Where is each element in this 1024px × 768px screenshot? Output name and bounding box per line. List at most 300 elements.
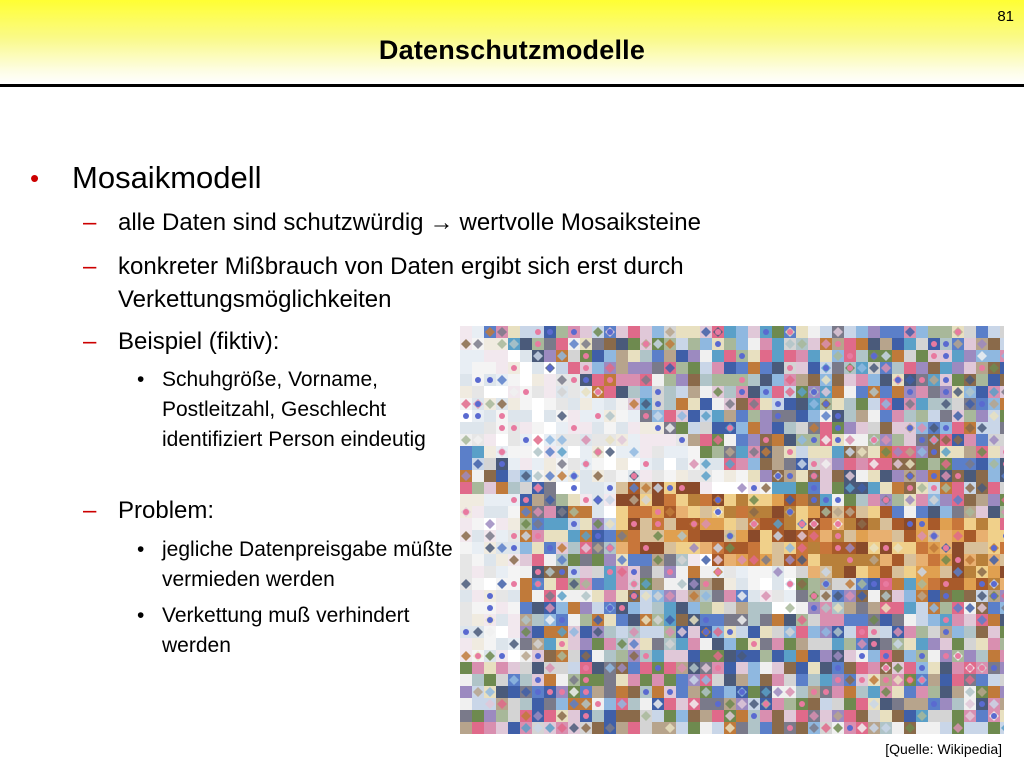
mosaic-flower	[571, 521, 577, 527]
mosaic-tile	[700, 506, 712, 518]
mosaic-tile	[904, 686, 916, 698]
mosaic-tile	[928, 710, 940, 722]
mosaic-tile	[604, 626, 616, 638]
mosaic-tile	[1000, 626, 1004, 638]
mosaic-tile	[520, 662, 532, 674]
mosaic-tile	[880, 470, 892, 482]
mosaic-flower	[955, 557, 961, 563]
mosaic-tile	[760, 398, 772, 410]
point-text: Beispiel (fiktiv):	[118, 328, 280, 355]
mosaic-tile	[892, 362, 904, 374]
mosaic-tile	[664, 458, 676, 470]
mosaic-tile	[592, 506, 604, 518]
mosaic-flower	[811, 593, 817, 599]
mosaic-flower	[499, 425, 505, 431]
mosaic-tile	[724, 482, 736, 494]
mosaic-flower	[631, 473, 637, 479]
mosaic-tile	[616, 362, 628, 374]
mosaic-tile	[592, 422, 604, 434]
mosaic-tile	[628, 710, 640, 722]
mosaic-tile	[916, 614, 928, 626]
point-text-b: wertvolle Mosaiksteine	[459, 209, 701, 236]
mosaic-tile	[640, 674, 652, 686]
mosaic-tile	[628, 542, 640, 554]
mosaic-flower	[787, 581, 793, 587]
mosaic-tile	[724, 434, 736, 446]
mosaic-flower	[595, 389, 601, 395]
mosaic-tile	[880, 698, 892, 710]
mosaic-flower	[931, 353, 937, 359]
mosaic-flower	[571, 425, 577, 431]
mosaic-tile	[484, 422, 496, 434]
mosaic-tile	[904, 362, 916, 374]
mosaic-tile	[676, 506, 688, 518]
mosaic-flower	[787, 365, 793, 371]
mosaic-flower	[559, 617, 565, 623]
mosaic-tile	[592, 458, 604, 470]
mosaic-tile	[940, 566, 952, 578]
mosaic-tile	[532, 614, 544, 626]
mosaic-flower	[499, 449, 505, 455]
mosaic-tile	[904, 590, 916, 602]
mosaic-tile	[880, 530, 892, 542]
mosaic-flower	[631, 569, 637, 575]
mosaic-flower	[667, 689, 673, 695]
subpoint-datenpreisgabe	[137, 535, 457, 595]
mosaic-tile	[460, 710, 472, 722]
mosaic-tile	[844, 686, 856, 698]
mosaic-tile	[748, 350, 760, 362]
mosaic-tile	[736, 638, 748, 650]
mosaic-tile	[748, 542, 760, 554]
mosaic-tile	[520, 422, 532, 434]
mosaic-tile	[640, 470, 652, 482]
mosaic-tile	[616, 590, 628, 602]
mosaic-flower	[463, 509, 469, 515]
mosaic-flower	[571, 485, 577, 491]
mosaic-flower	[583, 377, 589, 383]
mosaic-tile	[820, 698, 832, 710]
mosaic-tile	[916, 410, 928, 422]
mosaic-flower	[931, 533, 937, 539]
mosaic-tile	[880, 506, 892, 518]
mosaic-tile	[460, 602, 472, 614]
dash-icon: –	[83, 497, 97, 524]
mosaic-tile	[988, 638, 1000, 650]
mosaic-tile	[592, 398, 604, 410]
mosaic-flower	[523, 437, 529, 443]
mosaic-tile	[628, 326, 640, 338]
mosaic-tile	[520, 398, 532, 410]
mosaic-tile	[592, 350, 604, 362]
mosaic-tile	[724, 350, 736, 362]
mosaic-tile	[472, 518, 484, 530]
mosaic-tile	[652, 374, 664, 386]
mosaic-flower	[583, 665, 589, 671]
mosaic-tile	[664, 530, 676, 542]
mosaic-tile	[472, 638, 484, 650]
mosaic-tile	[760, 518, 772, 530]
mosaic-tile	[604, 422, 616, 434]
mosaic-tile	[892, 614, 904, 626]
mosaic-tile	[760, 602, 772, 614]
mosaic-flower	[691, 521, 697, 527]
mosaic-tile	[724, 590, 736, 602]
mosaic-flower	[871, 353, 877, 359]
mosaic-tile	[760, 566, 772, 578]
mosaic-tile	[904, 542, 916, 554]
mosaic-tile	[616, 614, 628, 626]
mosaic-tile	[736, 578, 748, 590]
mosaic-tile	[796, 590, 808, 602]
mosaic-tile	[1000, 518, 1004, 530]
mosaic-tile	[940, 662, 952, 674]
mosaic-tile	[844, 410, 856, 422]
mosaic-tile	[640, 530, 652, 542]
mosaic-tile	[640, 698, 652, 710]
mosaic-tile	[892, 722, 904, 734]
mosaic-tile	[472, 590, 484, 602]
mosaic-flower	[643, 341, 649, 347]
mosaic-tile	[928, 458, 940, 470]
mosaic-tile	[496, 662, 508, 674]
mosaic-tile	[496, 362, 508, 374]
mosaic-tile	[796, 482, 808, 494]
mosaic-tile	[1000, 566, 1004, 578]
point-text: Problem:	[118, 497, 215, 524]
mosaic-tile	[808, 662, 820, 674]
mosaic-tile	[868, 326, 880, 338]
mosaic-tile	[916, 602, 928, 614]
mosaic-tile	[976, 506, 988, 518]
mosaic-tile	[868, 398, 880, 410]
mosaic-tile	[940, 698, 952, 710]
mosaic-tile	[664, 578, 676, 590]
mosaic-tile	[772, 506, 784, 518]
mosaic-tile	[580, 326, 592, 338]
mosaic-tile	[832, 578, 844, 590]
mosaic-flower	[535, 569, 541, 575]
mosaic-tile	[988, 374, 1000, 386]
mosaic-tile	[856, 494, 868, 506]
mosaic-flower	[751, 713, 757, 719]
mosaic-tile	[556, 530, 568, 542]
mosaic-flower	[535, 341, 541, 347]
mosaic-flower	[943, 425, 949, 431]
mosaic-flower	[463, 413, 469, 419]
mosaic-tile	[724, 686, 736, 698]
mosaic-tile	[676, 602, 688, 614]
mosaic-tile	[616, 710, 628, 722]
mosaic-tile	[496, 626, 508, 638]
mosaic-tile	[772, 422, 784, 434]
mosaic-tile	[736, 398, 748, 410]
mosaic-tile	[712, 578, 724, 590]
mosaic-tile	[568, 530, 580, 542]
mosaic-tile	[952, 590, 964, 602]
mosaic-tile	[496, 350, 508, 362]
mosaic-tile	[460, 386, 472, 398]
mosaic-flower	[535, 485, 541, 491]
mosaic-tile	[712, 590, 724, 602]
mosaic-tile	[556, 398, 568, 410]
mosaic-tile	[844, 518, 856, 530]
mosaic-tile	[748, 614, 760, 626]
mosaic-tile	[580, 638, 592, 650]
mosaic-tile	[592, 554, 604, 566]
mosaic-flower	[571, 569, 577, 575]
mosaic-tile	[724, 410, 736, 422]
mosaic-flower	[835, 521, 841, 527]
mosaic-tile	[808, 626, 820, 638]
mosaic-tile	[928, 662, 940, 674]
mosaic-tile	[976, 542, 988, 554]
mosaic-flower	[991, 581, 997, 587]
mosaic-flower	[787, 509, 793, 515]
mosaic-tile	[988, 422, 1000, 434]
mosaic-tile	[832, 698, 844, 710]
mosaic-tile	[508, 602, 520, 614]
mosaic-tile	[772, 578, 784, 590]
mosaic-tile	[484, 434, 496, 446]
mosaic-tile	[892, 398, 904, 410]
mosaic-tile	[796, 626, 808, 638]
bullet-dot-icon: •	[137, 538, 145, 561]
mosaic-tile	[988, 350, 1000, 362]
mosaic-tile	[928, 410, 940, 422]
mosaic-tile	[856, 602, 868, 614]
mosaic-tile	[784, 482, 796, 494]
mosaic-tile	[796, 650, 808, 662]
mosaic-tile	[796, 602, 808, 614]
mosaic-flower	[739, 353, 745, 359]
mosaic-tile	[712, 410, 724, 422]
mosaic-tile	[952, 710, 964, 722]
mosaic-tile	[544, 674, 556, 686]
mosaic-flower	[607, 605, 613, 611]
mosaic-flower	[955, 653, 961, 659]
mosaic-tile	[748, 410, 760, 422]
mosaic-tile	[508, 446, 520, 458]
mosaic-flower	[499, 653, 505, 659]
mosaic-flower	[547, 365, 553, 371]
mosaic-tile	[844, 422, 856, 434]
mosaic-tile	[760, 338, 772, 350]
mosaic-tile	[484, 674, 496, 686]
mosaic-tile	[568, 362, 580, 374]
mosaic-tile	[700, 638, 712, 650]
mosaic-tile	[892, 422, 904, 434]
mosaic-flower	[811, 473, 817, 479]
mosaic-tile	[892, 326, 904, 338]
mosaic-flower	[931, 449, 937, 455]
mosaic-tile	[604, 506, 616, 518]
mosaic-tile	[736, 662, 748, 674]
mosaic-tile	[988, 650, 1000, 662]
mosaic-tile	[856, 506, 868, 518]
mosaic-tile	[808, 638, 820, 650]
mosaic-tile	[628, 458, 640, 470]
mosaic-tile	[916, 686, 928, 698]
mosaic-tile	[640, 554, 652, 566]
mosaic-tile	[796, 446, 808, 458]
mosaic-tile	[796, 410, 808, 422]
mosaic-tile	[832, 386, 844, 398]
mosaic-flower	[823, 401, 829, 407]
mosaic-tile	[1000, 338, 1004, 350]
mosaic-tile	[628, 350, 640, 362]
mosaic-tile	[580, 410, 592, 422]
mosaic-flower	[955, 329, 961, 335]
mosaic-tile	[676, 470, 688, 482]
mosaic-flower	[883, 545, 889, 551]
mosaic-tile	[676, 350, 688, 362]
mosaic-flower	[715, 329, 721, 335]
mosaic-tile	[712, 530, 724, 542]
mosaic-tile	[496, 602, 508, 614]
mosaic-tile	[772, 542, 784, 554]
mosaic-flower	[535, 653, 541, 659]
mosaic-tile	[736, 434, 748, 446]
mosaic-flower	[655, 401, 661, 407]
mosaic-tile	[628, 614, 640, 626]
mosaic-tile	[484, 386, 496, 398]
photo-mosaic-image	[460, 326, 1004, 734]
mosaic-tile	[796, 422, 808, 434]
mosaic-tile	[964, 470, 976, 482]
mosaic-tile	[664, 602, 676, 614]
mosaic-tile	[772, 674, 784, 686]
mosaic-tile	[976, 458, 988, 470]
mosaic-tile	[736, 362, 748, 374]
mosaic-tile	[628, 674, 640, 686]
mosaic-tile	[988, 446, 1000, 458]
mosaic-tile	[832, 446, 844, 458]
mosaic-tile	[676, 326, 688, 338]
mosaic-flower	[799, 521, 805, 527]
mosaic-flower	[583, 713, 589, 719]
mosaic-tile	[664, 710, 676, 722]
mosaic-flower	[955, 473, 961, 479]
mosaic-tile	[724, 674, 736, 686]
mosaic-tile	[664, 698, 676, 710]
mosaic-tile	[748, 386, 760, 398]
mosaic-tile	[940, 602, 952, 614]
mosaic-tile	[856, 458, 868, 470]
mosaic-tile	[964, 446, 976, 458]
mosaic-flower	[835, 533, 841, 539]
mosaic-tile	[676, 638, 688, 650]
mosaic-tile	[856, 374, 868, 386]
mosaic-tile	[700, 722, 712, 734]
mosaic-flower	[811, 485, 817, 491]
mosaic-tile	[868, 506, 880, 518]
mosaic-tile	[856, 326, 868, 338]
arrow-right-icon: →	[429, 209, 454, 236]
mosaic-tile	[868, 338, 880, 350]
mosaic-tile	[460, 722, 472, 734]
mosaic-flower	[811, 497, 817, 503]
mosaic-flower	[643, 689, 649, 695]
mosaic-tile	[556, 662, 568, 674]
mosaic-tile	[604, 590, 616, 602]
mosaic-tile	[1000, 374, 1004, 386]
mosaic-tile	[832, 398, 844, 410]
mosaic-flower	[835, 677, 841, 683]
mosaic-tile	[460, 686, 472, 698]
mosaic-tile	[724, 650, 736, 662]
mosaic-tile	[520, 542, 532, 554]
mosaic-tile	[628, 338, 640, 350]
mosaic-tile	[844, 662, 856, 674]
mosaic-flower	[739, 689, 745, 695]
mosaic-tile	[784, 674, 796, 686]
mosaic-tile	[856, 542, 868, 554]
mosaic-tile	[952, 458, 964, 470]
mosaic-tile	[664, 650, 676, 662]
mosaic-tile	[604, 638, 616, 650]
mosaic-tile	[844, 338, 856, 350]
mosaic-tile	[544, 626, 556, 638]
mosaic-tile	[688, 410, 700, 422]
bullet-dot-icon: •	[137, 604, 145, 627]
mosaic-flower	[583, 353, 589, 359]
mosaic-flower	[883, 665, 889, 671]
mosaic-flower	[859, 653, 865, 659]
mosaic-tile	[460, 614, 472, 626]
dash-icon: –	[83, 253, 97, 280]
mosaic-tile	[928, 650, 940, 662]
mosaic-tile	[484, 350, 496, 362]
mosaic-flower	[559, 641, 565, 647]
mosaic-tile	[892, 386, 904, 398]
mosaic-tile	[868, 374, 880, 386]
mosaic-tile	[868, 566, 880, 578]
mosaic-tile	[748, 686, 760, 698]
mosaic-tile	[760, 374, 772, 386]
mosaic-tile	[988, 686, 1000, 698]
mosaic-tile	[652, 446, 664, 458]
mosaic-tile	[904, 566, 916, 578]
mosaic-tile	[652, 710, 664, 722]
mosaic-flower	[583, 497, 589, 503]
mosaic-tile	[760, 494, 772, 506]
mosaic-tile	[724, 518, 736, 530]
mosaic-tile	[688, 362, 700, 374]
mosaic-tile	[880, 374, 892, 386]
mosaic-tile	[808, 554, 820, 566]
mosaic-tile	[568, 710, 580, 722]
mosaic-tile	[508, 590, 520, 602]
mosaic-flower	[595, 413, 601, 419]
mosaic-tile	[712, 362, 724, 374]
mosaic-flower	[643, 653, 649, 659]
mosaic-tile	[808, 674, 820, 686]
mosaic-flower	[487, 593, 493, 599]
mosaic-tile	[928, 566, 940, 578]
mosaic-tile	[724, 614, 736, 626]
mosaic-tile	[688, 338, 700, 350]
mosaic-tile	[676, 446, 688, 458]
mosaic-tile	[676, 494, 688, 506]
mosaic-tile	[520, 482, 532, 494]
mosaic-flower	[559, 689, 565, 695]
mosaic-tile	[976, 434, 988, 446]
mosaic-tile	[616, 422, 628, 434]
mosaic-tile	[592, 686, 604, 698]
mosaic-tile	[676, 458, 688, 470]
mosaic-tile	[1000, 410, 1004, 422]
